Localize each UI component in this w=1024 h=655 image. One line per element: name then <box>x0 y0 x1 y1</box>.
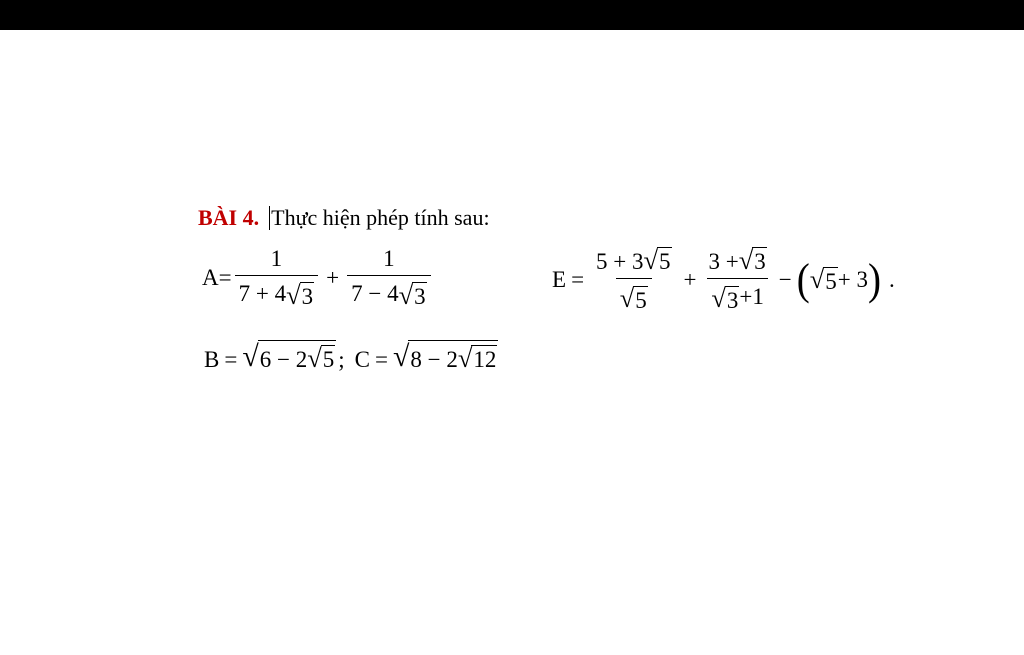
text-cursor <box>269 206 270 230</box>
radicand: 3 <box>754 249 766 275</box>
radicand: 5 <box>825 268 837 294</box>
exercise-instruction: Thực hiện phép tính sau: <box>271 205 490 230</box>
expr-a-fraction-1 <box>235 247 319 308</box>
sqrt-symbol: √ 3 <box>711 283 739 314</box>
radicand: 3 <box>414 284 426 310</box>
sqrt-symbol: √ 5 <box>307 343 335 373</box>
expression-b-c <box>204 340 498 371</box>
expr-e-fraction-1 <box>592 247 676 312</box>
radicand: 5 <box>659 249 671 275</box>
period: . <box>889 266 895 292</box>
expr-e-name: E <box>552 266 567 292</box>
close-parenthesis: ) <box>868 254 882 305</box>
open-parenthesis: ( <box>796 254 810 305</box>
radicand: 12 <box>473 347 497 373</box>
expr-e-fraction-2 <box>705 247 771 312</box>
expr-b-equals: = <box>224 347 238 373</box>
plus-operator: + <box>326 265 340 291</box>
radicand: 5 <box>635 287 647 313</box>
plus-operator: + <box>683 266 697 292</box>
paren-inner-text: + 3 <box>837 266 869 292</box>
fraction-numerator-text: 3 + <box>708 249 739 275</box>
radicand: 5 <box>322 347 335 373</box>
radicand-text: 6 − 2 <box>259 347 308 373</box>
expr-b-name: B <box>204 347 220 373</box>
fraction-denominator-text: +1 <box>739 284 764 310</box>
radicand-text: 8 − 2 <box>410 347 458 373</box>
expr-a-equals: = <box>218 265 232 291</box>
top-black-bar <box>0 0 1024 30</box>
exercise-heading <box>198 205 490 231</box>
sqrt-symbol: √ 12 <box>457 343 497 373</box>
sqrt-symbol: √ 5 <box>643 245 671 275</box>
fraction-denominator-text: 7 + 4 <box>238 281 287 306</box>
expression-a <box>202 247 434 308</box>
sqrt-symbol: √ 5 <box>809 264 837 295</box>
radicand: 3 <box>301 284 314 310</box>
sqrt-symbol: √ 3 <box>398 280 426 310</box>
expr-c-equals: = <box>374 347 388 373</box>
exercise-label: BÀI 4. <box>198 205 260 230</box>
expr-e-equals: = <box>571 266 585 292</box>
separator: ; <box>338 347 345 373</box>
sqrt-symbol: √ 6 − 2 √ 5 <box>242 339 335 373</box>
fraction-numerator-text: 5 + 3 <box>596 249 644 275</box>
sqrt-symbol: √ 3 <box>738 245 766 275</box>
sqrt-symbol: √ 8 − 2 √ 12 <box>392 339 497 373</box>
fraction-numerator: 1 <box>270 246 283 271</box>
sqrt-symbol: √ 5 <box>619 283 647 314</box>
minus-operator: − <box>778 266 792 292</box>
fraction-denominator-text: 7 − 4 <box>351 281 399 306</box>
expr-a-fraction-2 <box>347 247 431 308</box>
expression-e <box>552 247 895 312</box>
expr-a-name: A <box>202 265 219 291</box>
sqrt-symbol: √ 3 <box>286 280 314 310</box>
expr-c-name: C <box>354 347 370 373</box>
radicand: 3 <box>726 287 739 313</box>
fraction-numerator: 1 <box>383 246 395 271</box>
